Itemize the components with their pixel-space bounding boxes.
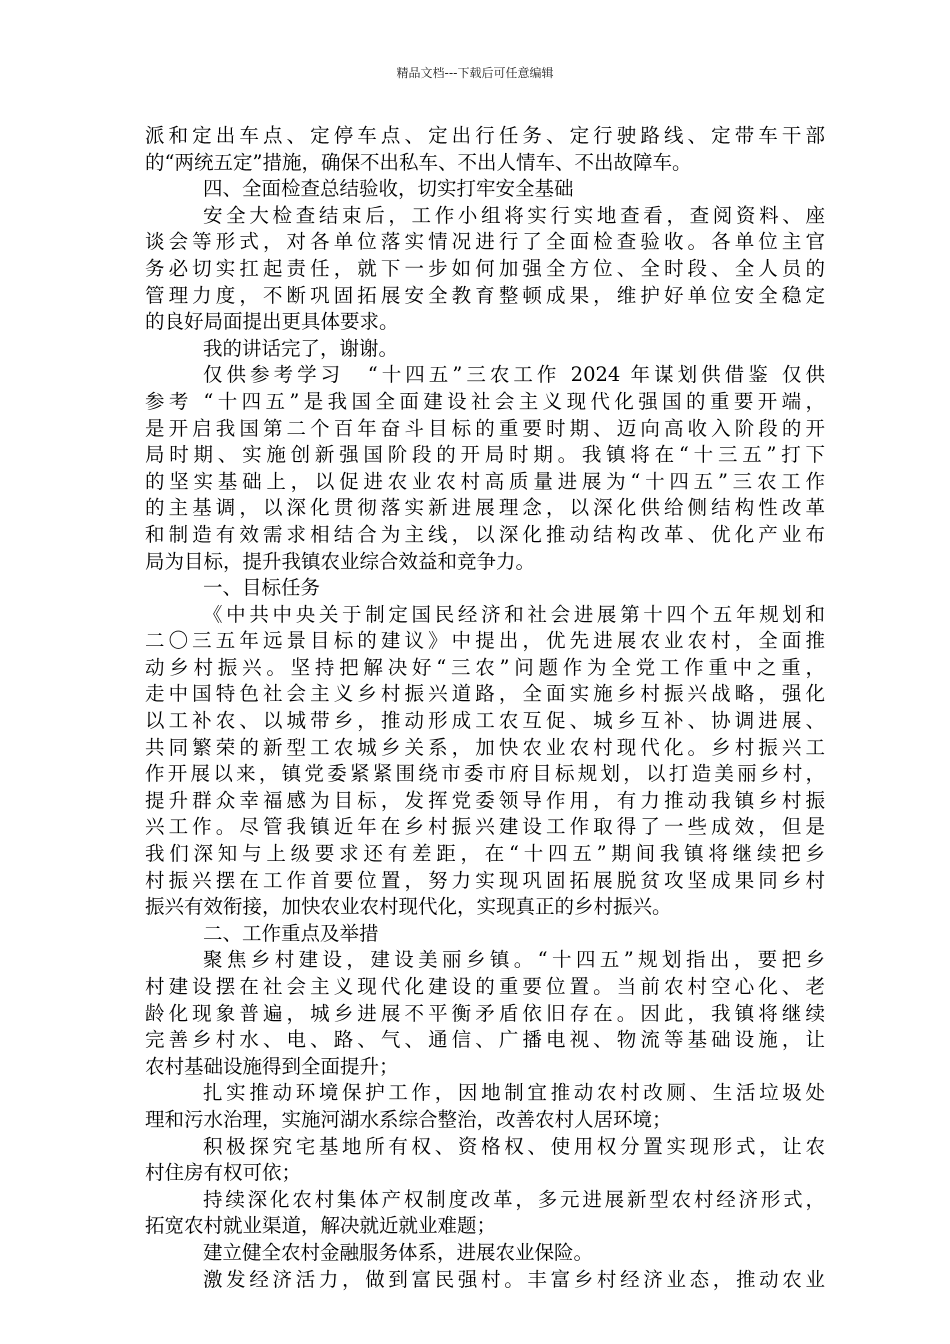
text-line: 安全大检查结束后，工作小组将实行实地查看，查阅资料、座 xyxy=(203,203,825,227)
text-line: 完善乡村水、电、路、气、通信、广播电视、物流等基础设施，让 xyxy=(145,1028,825,1052)
text-line: 理和污水治理，实施河湖水系综合整治，改善农村人居环境； xyxy=(145,1107,672,1131)
text-line: 仅供参考学习 “十四五”三农工作 2024 年谋划供借鉴 仅供 xyxy=(203,363,825,387)
text-line: 走中国特色社会主义乡村振兴道路，全面实施乡村振兴战略，强化 xyxy=(145,682,825,706)
text-line: 农村基础设施得到全面提升； xyxy=(145,1054,399,1078)
text-line: 二〇三五年远景目标的建议》中提出，优先进展农业农村，全面推 xyxy=(145,629,825,653)
page-header: 精品文档---下载后可任意编辑 xyxy=(396,66,554,80)
document-body xyxy=(145,123,825,1293)
text-line: 一、目标任务 xyxy=(203,576,321,600)
text-line: 《中共中央关于制定国民经济和社会进展第十四个五年规划和 xyxy=(203,602,825,626)
text-line: 参考 “十四五”是我国全面建设社会主义现代化强国的重要开端， xyxy=(145,389,825,413)
text-line: 二、工作重点及举措 xyxy=(203,921,379,945)
text-line: 村住房有权可依； xyxy=(145,1161,302,1185)
text-line: 扎实推动环境保护工作，因地制宜推动农村改厕、生活垃圾处 xyxy=(203,1081,825,1105)
text-line: 和制造有效需求相结合为主线，以深化推动结构改革、优化产业布 xyxy=(145,522,825,546)
text-line: 兴工作。尽管我镇近年在乡村振兴建设工作取得了一些成效，但是 xyxy=(145,815,825,839)
text-line: 务必切实扛起责任，就下一步如何加强全方位、全时段、全人员的 xyxy=(145,256,825,280)
text-line: 激发经济活力，做到富民强村。丰富乡村经济业态，推动农业 xyxy=(203,1267,825,1291)
text-line: 四、全面检查总结验收，切实打牢安全基础 xyxy=(203,177,574,201)
text-line: 局时期、实施创新强国阶段的开局时期。我镇将在“十三五”打下 xyxy=(145,443,825,467)
text-line: 拓宽农村就业渠道，解决就近就业难题； xyxy=(145,1214,497,1238)
text-line: 我们深知与上级要求还有差距，在“十四五”期间我镇将继续把乡 xyxy=(145,842,825,866)
text-line: 振兴有效衔接，加快农业农村现代化，实现真正的乡村振兴。 xyxy=(145,895,672,919)
text-line: 的坚实基础上，以促进农业农村高质量进展为“十四五”三农工作 xyxy=(145,469,825,493)
text-line: 的良好局面提出更具体要求。 xyxy=(145,310,399,334)
text-line: 是开启我国第二个百年奋斗目标的重要时期、迈向高收入阶段的开 xyxy=(145,416,825,440)
text-line: 以工补农、以城带乡，推动形成工农互促、城乡互补、协调进展、 xyxy=(145,709,825,733)
text-line: 共同繁荣的新型工农城乡关系，加快农业农村现代化。乡村振兴工 xyxy=(145,735,825,759)
text-line: 的“两统五定”措施，确保不出私车、不出人情车、不出故障车。 xyxy=(145,150,692,174)
text-line: 村振兴摆在工作首要位置，努力实现巩固拓展脱贫攻坚成果同乡村 xyxy=(145,868,825,892)
text-line: 持续深化农村集体产权制度改革，多元进展新型农村经济形式， xyxy=(203,1187,825,1211)
text-line: 作开展以来，镇党委紧紧围绕市委市府目标规划，以打造美丽乡村， xyxy=(145,762,825,786)
text-line: 派和定出车点、定停车点、定出行任务、定行驶路线、定带车干部 xyxy=(145,124,825,147)
text-line: 提升群众幸福感为目标，发挥党委领导作用，有力推动我镇乡村振 xyxy=(145,788,825,812)
text-line: 管理力度，不断巩固拓展安全教育整顿成果，维护好单位安全稳定 xyxy=(145,283,825,307)
text-line: 龄化现象普遍，城乡进展不平衡矛盾依旧存在。因此，我镇将继续 xyxy=(145,1001,825,1025)
text-line: 积极探究宅基地所有权、资格权、使用权分置实现形式，让农 xyxy=(203,1134,825,1158)
text-line: 我的讲话完了，谢谢。 xyxy=(203,336,399,360)
text-line: 谈会等形式，对各单位落实情况进行了全面检查验收。各单位主官 xyxy=(145,230,825,254)
text-line: 局为目标，提升我镇农业综合效益和竞争力。 xyxy=(145,549,536,573)
text-line: 建立健全农村金融服务体系，进展农业保险。 xyxy=(203,1240,594,1264)
text-line: 聚焦乡村建设，建设美丽乡镇。“十四五”规划指出，要把乡 xyxy=(203,948,825,972)
text-line: 动乡村振兴。坚持把解决好“三农”问题作为全党工作重中之重， xyxy=(145,655,825,679)
text-line: 村建设摆在社会主义现代化建设的重要位置。当前农村空心化、老 xyxy=(145,975,825,998)
text-line: 的主基调，以深化贯彻落实新进展理念，以深化供给侧结构性改革 xyxy=(145,496,825,520)
